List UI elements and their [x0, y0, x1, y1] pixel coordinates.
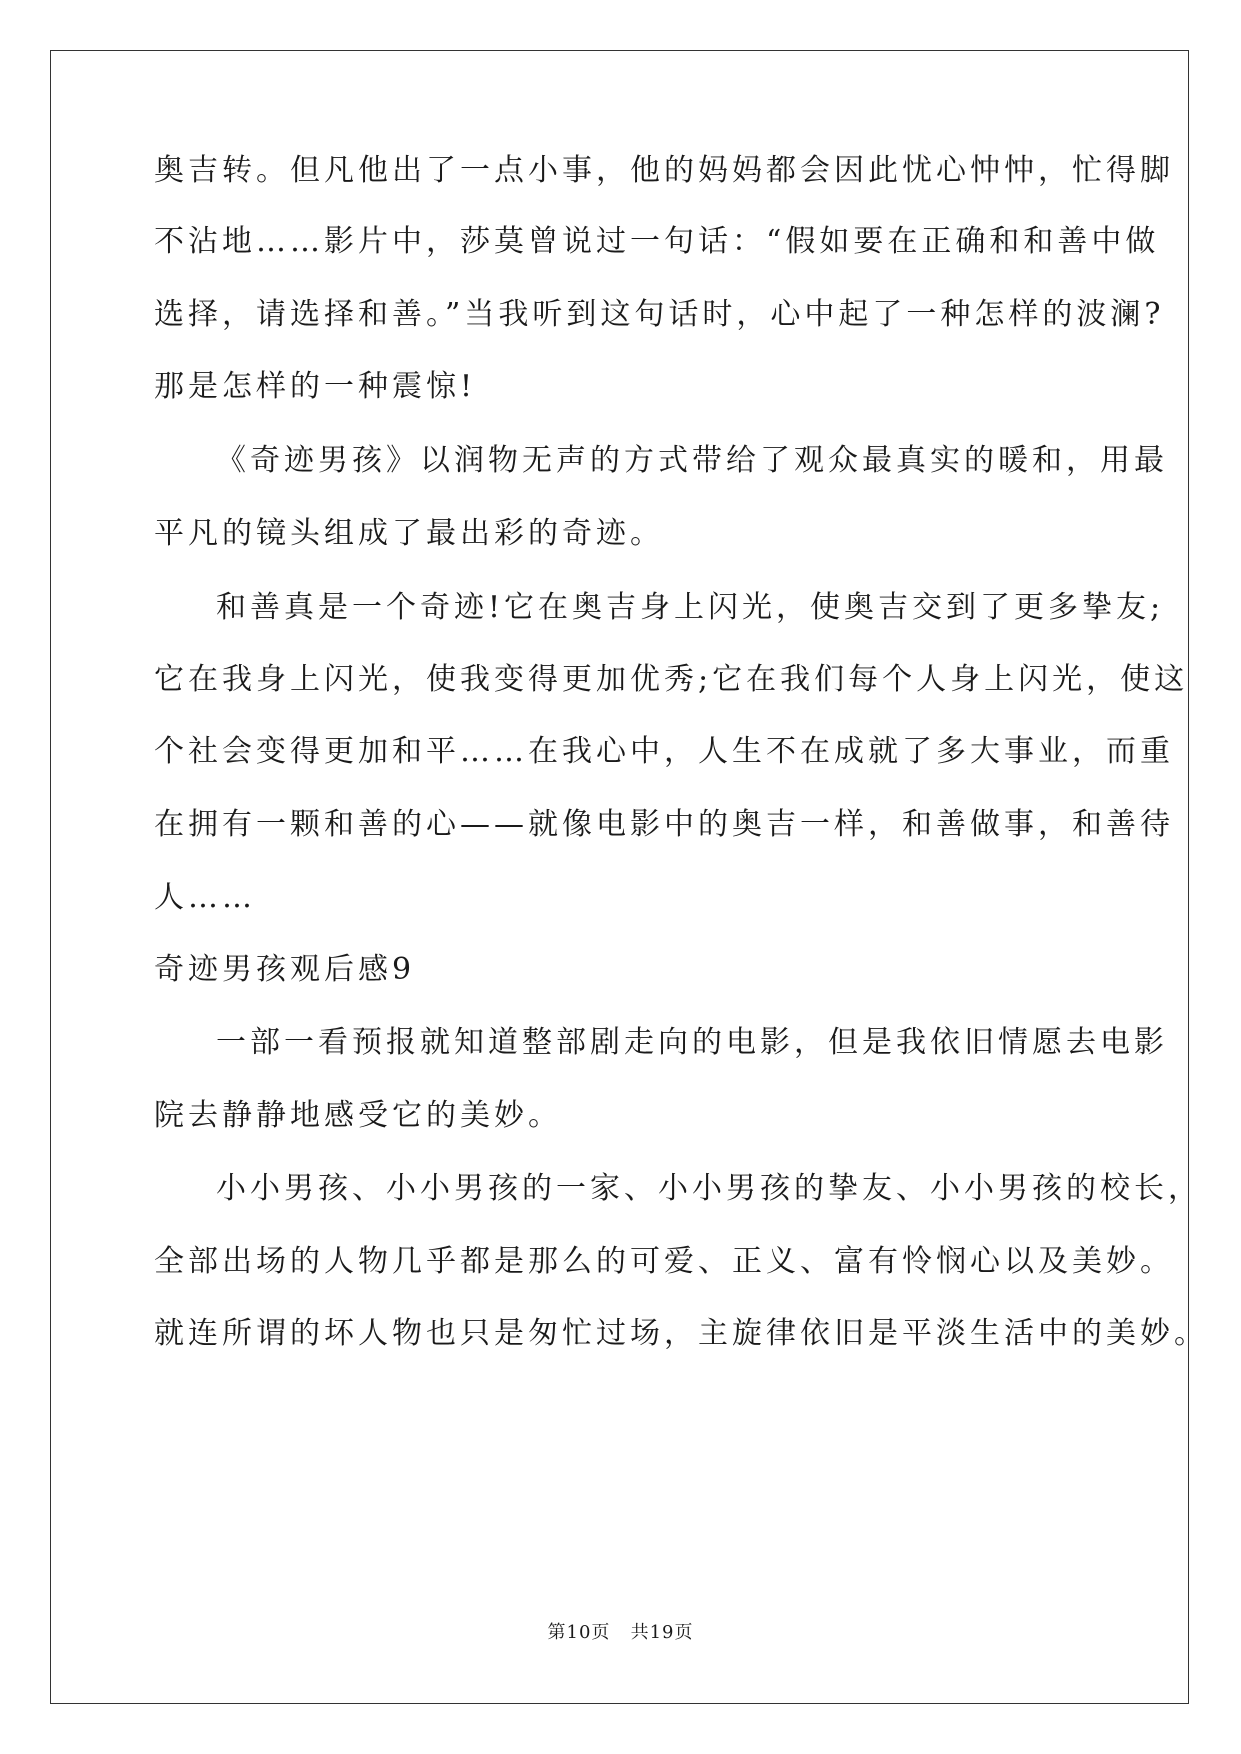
text-line: 人……	[154, 880, 256, 915]
paragraph-first-line: 小小男孩、小小男孩的一家、小小男孩的挚友、小小男孩的校长，	[216, 1171, 1202, 1206]
text-line: 平凡的镜头组成了最出彩的奇迹。	[154, 516, 664, 551]
text-line: 就连所谓的坏人物也只是匆忙过场，主旋律依旧是平淡生活中的美妙。	[154, 1316, 1208, 1351]
text-line: 在拥有一颗和善的心——就像电影中的奥吉一样，和善做事，和善待	[154, 807, 1174, 842]
text-line: 那是怎样的一种震惊!	[154, 369, 477, 404]
text-line: 个社会变得更加和平……在我心中，人生不在成就了多大事业，而重	[154, 734, 1174, 769]
paragraph-first-line: 《奇迹男孩》以润物无声的方式带给了观众最真实的暖和，用最	[216, 443, 1168, 478]
text-line: 院去静静地感受它的美妙。	[154, 1098, 562, 1133]
text-line: 奥吉转。但凡他出了一点小事，他的妈妈都会因此忧心忡忡，忙得脚	[154, 153, 1174, 188]
paragraph-first-line: 一部一看预报就知道整部剧走向的电影，但是我依旧情愿去电影	[216, 1025, 1168, 1060]
text-line: 全部出场的人物几乎都是那么的可爱、正义、富有怜悯心以及美妙。	[154, 1244, 1174, 1279]
paragraph-first-line: 和善真是一个奇迹!它在奥吉身上闪光，使奥吉交到了更多挚友;	[216, 590, 1165, 625]
page-footer	[0, 1621, 1241, 1645]
text-line: 不沾地……影片中，莎莫曾说过一句话：“假如要在正确和和善中做	[154, 224, 1160, 259]
text-line: 它在我身上闪光，使我变得更加优秀;它在我们每个人身上闪光，使这	[154, 662, 1189, 697]
page-total: 共19页	[630, 1622, 694, 1643]
page-number: 第10页	[547, 1622, 611, 1643]
section-heading: 奇迹男孩观后感9	[154, 952, 416, 987]
text-line: 选择，请选择和善。”当我听到这句话时，心中起了一种怎样的波澜?	[154, 297, 1165, 332]
